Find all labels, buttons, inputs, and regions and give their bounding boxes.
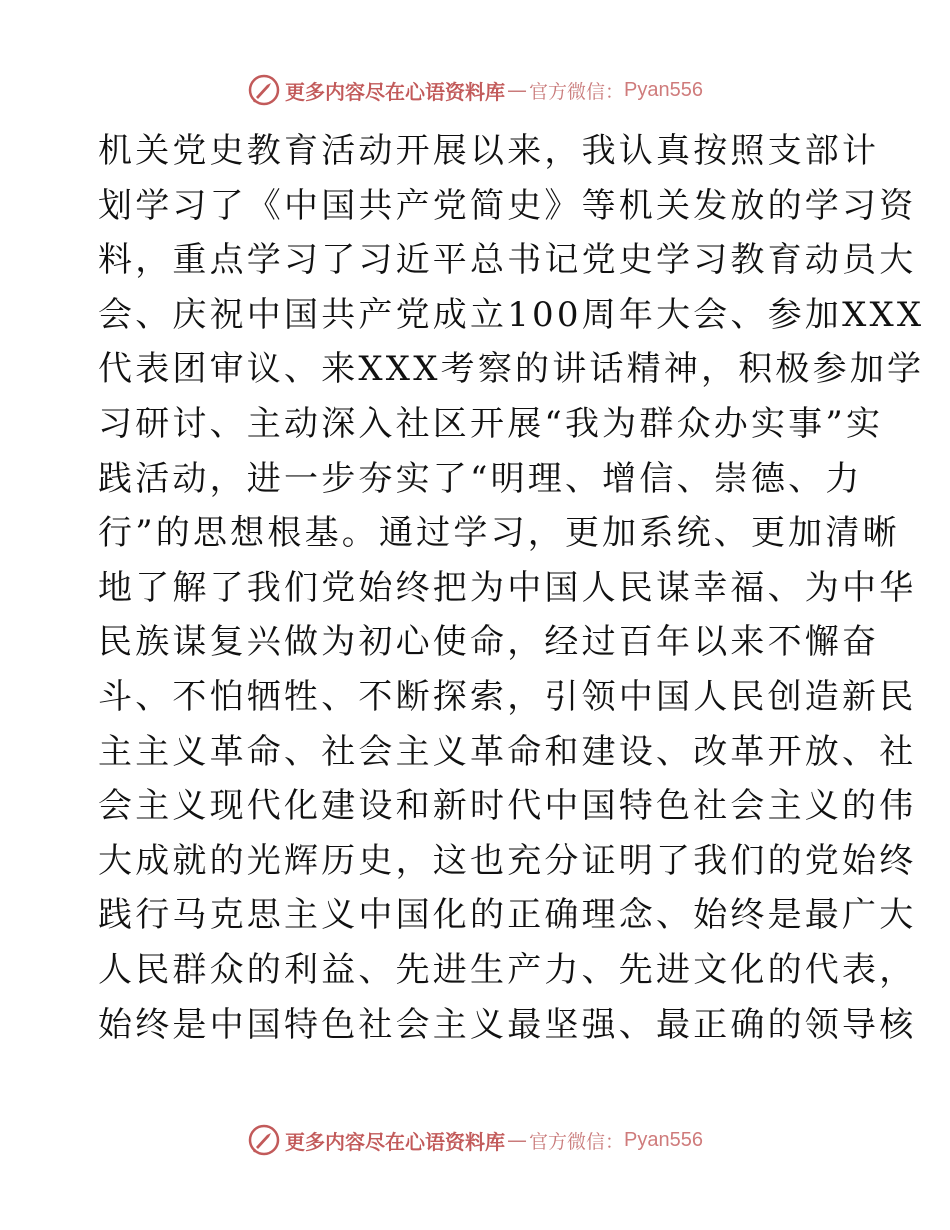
body-line: 代表团审议、来XXX考察的讲话精神，积极参加学 — [98, 349, 925, 390]
watermark-dash: — — [507, 1128, 527, 1152]
body-line: 会主义现代化建设和新时代中国特色社会主义的伟 — [98, 786, 917, 827]
watermark-wechat-id: Pyan556 — [624, 78, 703, 101]
header-watermark — [0, 72, 950, 108]
watermark-brand: 更多内容尽在心语资料库 — [285, 1129, 505, 1154]
body-line: 践活动，进一步夯实了“明理、增信、崇德、力 — [98, 458, 863, 499]
body-line: 会、庆祝中国共产党成立100周年大会、参加XXX — [98, 294, 925, 335]
body-line: 践行马克思主义中国化的正确理念、始终是最广大 — [98, 895, 917, 936]
body-line: 地了解了我们党始终把为中国人民谋幸福、为中华 — [98, 567, 917, 608]
watermark-wechat-id: Pyan556 — [624, 1128, 703, 1151]
watermark-wechat-label: 官方微信： — [529, 80, 625, 103]
document-body — [98, 124, 925, 1052]
watermark-dash: — — [507, 78, 527, 102]
body-line: 大成就的光辉历史，这也充分证明了我们的党始终 — [98, 840, 917, 881]
body-line: 始终是中国特色社会主义最坚强、最正确的领导核 — [98, 1004, 917, 1045]
brush-circle-logo-icon — [247, 1123, 281, 1157]
body-line: 料，重点学习了习近平总书记党史学习教育动员大 — [98, 240, 917, 281]
footer-watermark — [0, 1122, 950, 1158]
body-line: 习研讨、主动深入社区开展“我为群众办实事”实 — [98, 403, 884, 444]
watermark-wechat-label: 官方微信： — [529, 1130, 625, 1153]
body-line: 斗、不怕牺牲、不断探索，引领中国人民创造新民 — [98, 676, 917, 717]
body-line: 主主义革命、社会主义革命和建设、改革开放、社 — [98, 731, 917, 772]
body-line: 划学习了《中国共产党简史》等机关发放的学习资 — [98, 185, 917, 226]
body-line: 行”的思想根基。通过学习，更加系统、更加清晰 — [98, 513, 900, 554]
body-line: 民族谋复兴做为初心使命，经过百年以来不懈奋 — [98, 622, 880, 663]
brush-circle-logo-icon — [247, 73, 281, 107]
body-line: 人民群众的利益、先进生产力、先进文化的代表， — [98, 949, 917, 990]
watermark-brand: 更多内容尽在心语资料库 — [285, 79, 505, 104]
body-line: 机关党史教育活动开展以来，我认真按照支部计 — [98, 131, 880, 171]
